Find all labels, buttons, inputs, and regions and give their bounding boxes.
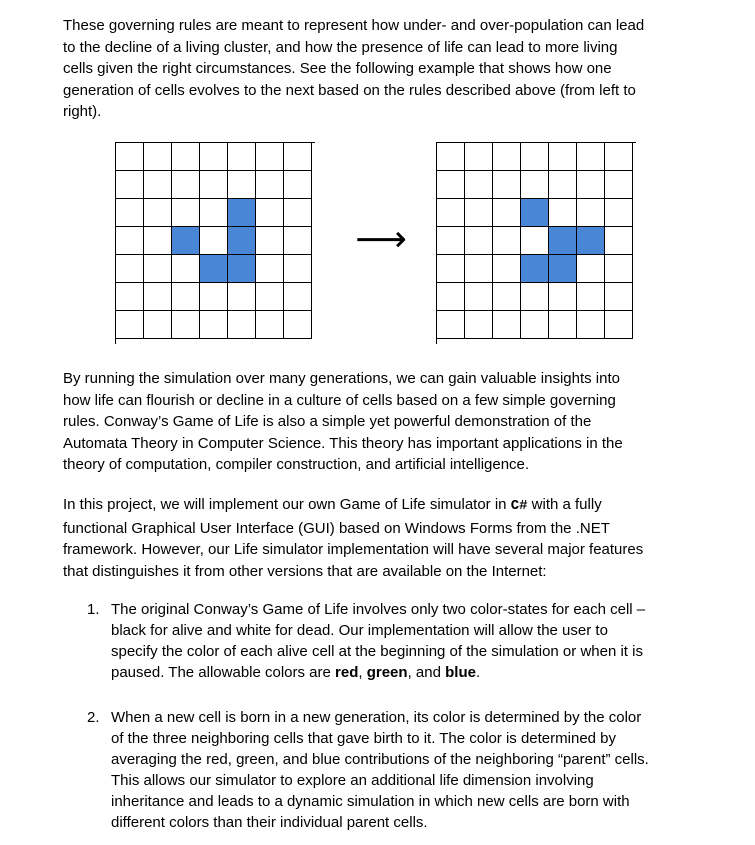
- dead-cell: [577, 199, 605, 227]
- dead-cell: [437, 311, 465, 339]
- dead-cell: [256, 171, 284, 199]
- dead-cell: [228, 283, 256, 311]
- dead-cell: [577, 283, 605, 311]
- dead-cell: [465, 199, 493, 227]
- generation-example-figure: [115, 142, 635, 344]
- dead-cell: [549, 171, 577, 199]
- dead-cell: [465, 311, 493, 339]
- dead-cell: [493, 143, 521, 171]
- dead-cell: [437, 283, 465, 311]
- dead-cell: [200, 171, 228, 199]
- alive-cell: [549, 255, 577, 283]
- dead-cell: [172, 171, 200, 199]
- dead-cell: [605, 255, 633, 283]
- intro-paragraph: These governing rules are meant to represent how under- and over-population can lead to the decline of a living cluster, and how the presence of life can lead to more living cells given the right circumstances. See the following example that shows how one generation of cells evolves to the next based on the rules described above (from left to right).: [63, 17, 645, 120]
- dead-cell: [116, 283, 144, 311]
- dead-cell: [144, 143, 172, 171]
- dead-cell: [521, 283, 549, 311]
- dead-cell: [144, 199, 172, 227]
- dead-cell: [256, 283, 284, 311]
- color-green-label: green: [366, 664, 408, 681]
- dead-cell: [256, 311, 284, 339]
- alive-cell: [521, 255, 549, 283]
- dead-cell: [256, 227, 284, 255]
- dead-cell: [605, 171, 633, 199]
- dead-cell: [228, 311, 256, 339]
- dead-cell: [172, 199, 200, 227]
- list-text-after: .: [475, 664, 481, 681]
- dead-cell: [284, 171, 312, 199]
- dead-cell: [172, 283, 200, 311]
- dead-cell: [284, 143, 312, 171]
- dead-cell: [465, 227, 493, 255]
- dead-cell: [144, 171, 172, 199]
- dead-cell: [116, 199, 144, 227]
- language-code: C#: [510, 498, 528, 514]
- dead-cell: [284, 199, 312, 227]
- dead-cell: [284, 311, 312, 339]
- alive-cell: [228, 227, 256, 255]
- alive-cell: [228, 199, 256, 227]
- dead-cell: [465, 255, 493, 283]
- project-text-after-code: with a fully functional Graphical User Interface (GUI) based on Windows Forms from the .NET framework. However, our Life simulator implementation will have several major features that distinguishes it from other versions that are available on the Internet:: [63, 496, 644, 580]
- alive-cell: [172, 227, 200, 255]
- dead-cell: [200, 227, 228, 255]
- dead-cell: [549, 143, 577, 171]
- dead-cell: [605, 283, 633, 311]
- alive-cell: [228, 255, 256, 283]
- dead-cell: [493, 255, 521, 283]
- dead-cell: [200, 199, 228, 227]
- dead-cell: [116, 311, 144, 339]
- dead-cell: [116, 171, 144, 199]
- dead-cell: [605, 227, 633, 255]
- list-item-text: [111, 599, 691, 683]
- alive-cell: [577, 227, 605, 255]
- color-red-label: red: [335, 664, 359, 681]
- dead-cell: [521, 143, 549, 171]
- dead-cell: [284, 283, 312, 311]
- dead-cell: [577, 143, 605, 171]
- list-separator: ,: [358, 664, 367, 681]
- dead-cell: [172, 143, 200, 171]
- list-separator: , and: [407, 664, 446, 681]
- dead-cell: [549, 199, 577, 227]
- project-text-before-code: In this project, we will implement our own Game of Life simulator in: [63, 496, 511, 513]
- dead-cell: [228, 143, 256, 171]
- dead-cell: [116, 255, 144, 283]
- list-number: 1.: [87, 601, 100, 618]
- dead-cell: [465, 283, 493, 311]
- dead-cell: [256, 143, 284, 171]
- dead-cell: [577, 255, 605, 283]
- dead-cell: [437, 143, 465, 171]
- dead-cell: [521, 311, 549, 339]
- dead-cell: [116, 227, 144, 255]
- list-item-text: When a new cell is born in a new generation, its color is determined by the color of the three neighboring cells that gave birth to it. The color is determined by averaging the red, green, and blue contributions of the neighboring “parent” cells. This allows our simulator to explore an additional life dimension involving inheritance and leads to a dynamic simulation in which new cells are born with different colors than their individual parent cells.: [111, 709, 649, 831]
- dead-cell: [256, 255, 284, 283]
- dead-cell: [116, 143, 144, 171]
- dead-cell: [200, 311, 228, 339]
- list-number: 2.: [87, 709, 100, 726]
- dead-cell: [493, 283, 521, 311]
- dead-cell: [437, 255, 465, 283]
- dead-cell: [493, 227, 521, 255]
- dead-cell: [200, 143, 228, 171]
- grid-generation-before: [115, 142, 315, 344]
- dead-cell: [521, 171, 549, 199]
- dead-cell: [521, 227, 549, 255]
- dead-cell: [605, 311, 633, 339]
- dead-cell: [172, 255, 200, 283]
- grid-generation-after: [436, 142, 636, 344]
- dead-cell: [465, 171, 493, 199]
- dead-cell: [605, 143, 633, 171]
- dead-cell: [493, 311, 521, 339]
- dead-cell: [577, 311, 605, 339]
- alive-cell: [549, 227, 577, 255]
- dead-cell: [228, 171, 256, 199]
- dead-cell: [549, 311, 577, 339]
- dead-cell: [437, 199, 465, 227]
- dead-cell: [144, 227, 172, 255]
- list-text-before: The original Conway’s Game of Life involves only two color-states for each cell – black for alive and white for dead. Our implementation will allow the user to specify the color of each alive cell at the beginning of the simulation or when it is paused. The allowable colors are: [111, 601, 646, 681]
- dead-cell: [284, 227, 312, 255]
- dead-cell: [493, 171, 521, 199]
- right-arrow-icon: ⟶: [355, 219, 407, 260]
- insights-paragraph: By running the simulation over many generations, we can gain valuable insights into how life can flourish or decline in a culture of cells based on a few simple governing rules. Conway’s Game of Life is also a simple yet powerful demonstration of the Automata Theory in Computer Science. This theory has important applications in the theory of computation, compiler construction, and artificial intelligence.: [63, 370, 623, 473]
- dead-cell: [437, 227, 465, 255]
- dead-cell: [144, 255, 172, 283]
- dead-cell: [605, 199, 633, 227]
- alive-cell: [200, 255, 228, 283]
- dead-cell: [549, 283, 577, 311]
- dead-cell: [144, 283, 172, 311]
- dead-cell: [465, 143, 493, 171]
- dead-cell: [200, 283, 228, 311]
- alive-cell: [521, 199, 549, 227]
- dead-cell: [493, 199, 521, 227]
- dead-cell: [577, 171, 605, 199]
- dead-cell: [144, 311, 172, 339]
- project-paragraph: [63, 494, 703, 582]
- dead-cell: [437, 171, 465, 199]
- color-blue-label: blue: [445, 664, 476, 681]
- dead-cell: [172, 311, 200, 339]
- dead-cell: [256, 199, 284, 227]
- dead-cell: [284, 255, 312, 283]
